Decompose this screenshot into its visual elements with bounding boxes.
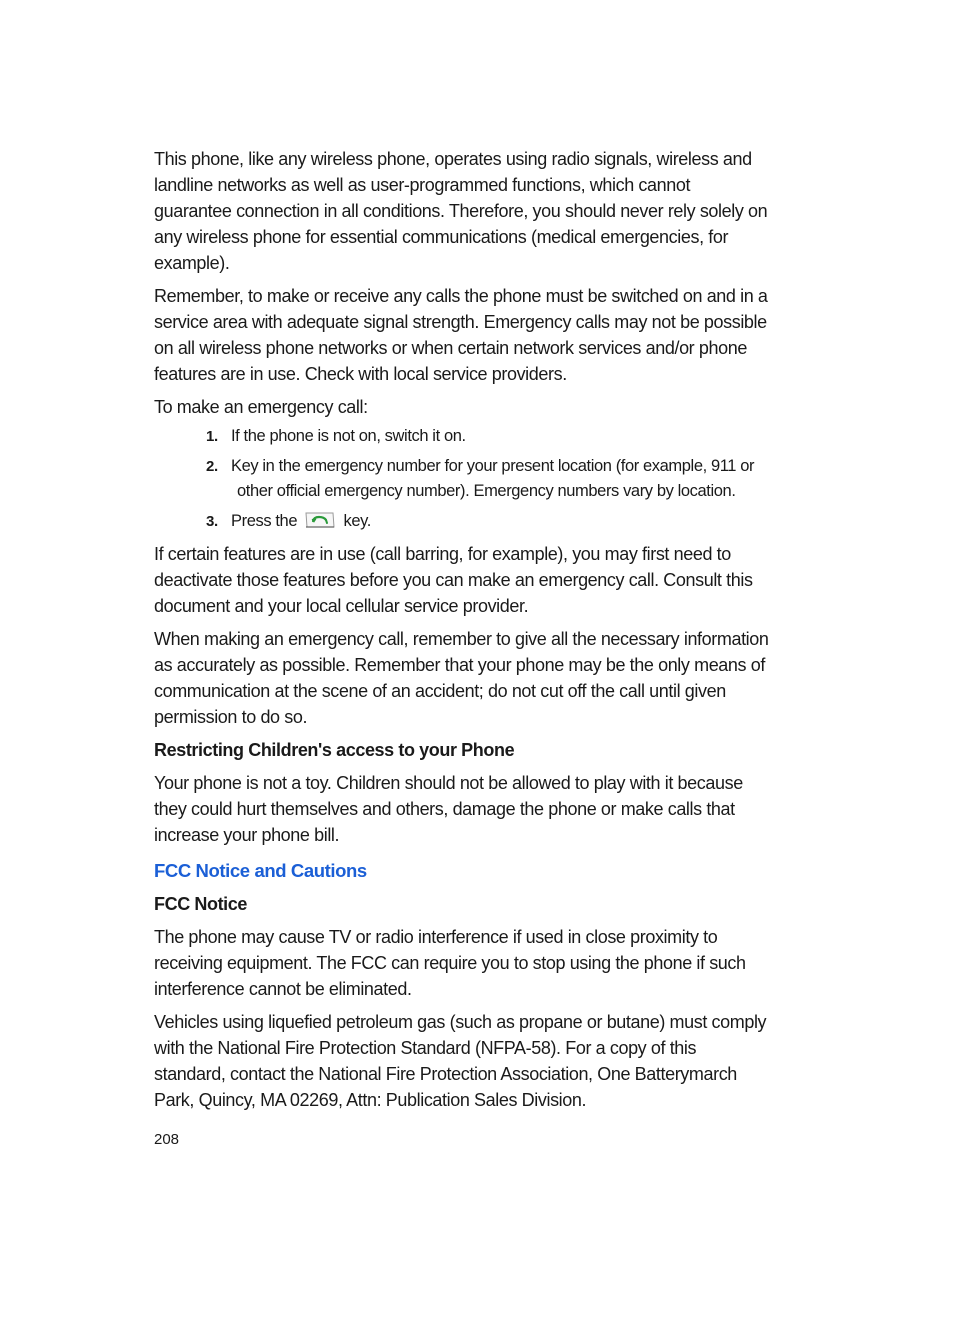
paragraph-remember: Remember, to make or receive any calls the phone must be switched on and in a service area with adequate signal strength. Emergency calls may not be possible on all wireless phone networks or when certain network services and/or phone features are in use. Check with local service providers. (154, 286, 768, 384)
heading-fcc-notice: FCC Notice (154, 894, 248, 914)
step-number: 1. (206, 428, 218, 445)
step-text-continued: other official emergency number). Emergency numbers vary by location. (237, 482, 736, 500)
page-number: 208 (154, 1131, 180, 1148)
step-text-before-icon: Press the (231, 512, 298, 530)
emergency-call-steps (154, 424, 770, 536)
heading-restricting-children: Restricting Children's access to your Phone (154, 740, 515, 760)
step-text: Key in the emergency number for your present location (for example, 911 or (231, 457, 755, 475)
step-number: 3. (206, 513, 218, 530)
send-key-icon (305, 511, 335, 536)
page-content (154, 146, 770, 1120)
paragraph-call-barring: If certain features are in use (call barring, for example), you may first need to deactivate those features before you can make an emergency call. Consult this document and your local cellular service provider. (154, 544, 753, 616)
list-item (154, 454, 770, 504)
list-item (154, 424, 770, 449)
paragraph-intro: This phone, like any wireless phone, operates using radio signals, wireless and landline networks as well as user-programmed functions, which cannot guarantee connection in all conditions. Therefore, you should never rely solely on any wireless phone for essential communications (medical emergencies, for example). (154, 149, 768, 273)
paragraph-emergency-call-lead: To make an emergency call: (154, 397, 368, 417)
paragraph-lp-gas: Vehicles using liquefied petroleum gas (such as propane or butane) must comply with the National Fire Protection Standard (NFPA-58). For a copy of this standard, contact the National Fire Protection Association, One Batterymarch Park, Quincy, MA 02269, Attn: Publication Sales Division. (154, 1012, 767, 1110)
step-text-after-icon: key. (343, 512, 371, 530)
step-number: 2. (206, 458, 218, 475)
section-heading-fcc: FCC Notice and Cautions (154, 860, 367, 881)
list-item (154, 509, 770, 536)
paragraph-interference: The phone may cause TV or radio interference if used in close proximity to receiving equipment. The FCC can require you to stop using the phone if such interference cannot be eliminated. (154, 927, 746, 999)
paragraph-making-call: When making an emergency call, remember to give all the necessary information as accurately as possible. Remember that your phone may be the only means of communication at the scene of an accident; do not cut off the call until given permission to do so. (154, 629, 769, 727)
paragraph-not-a-toy: Your phone is not a toy. Children should not be allowed to play with it because they could hurt themselves and others, damage the phone or make calls that increase your phone bill. (154, 773, 743, 845)
step-text: If the phone is not on, switch it on. (231, 427, 466, 445)
